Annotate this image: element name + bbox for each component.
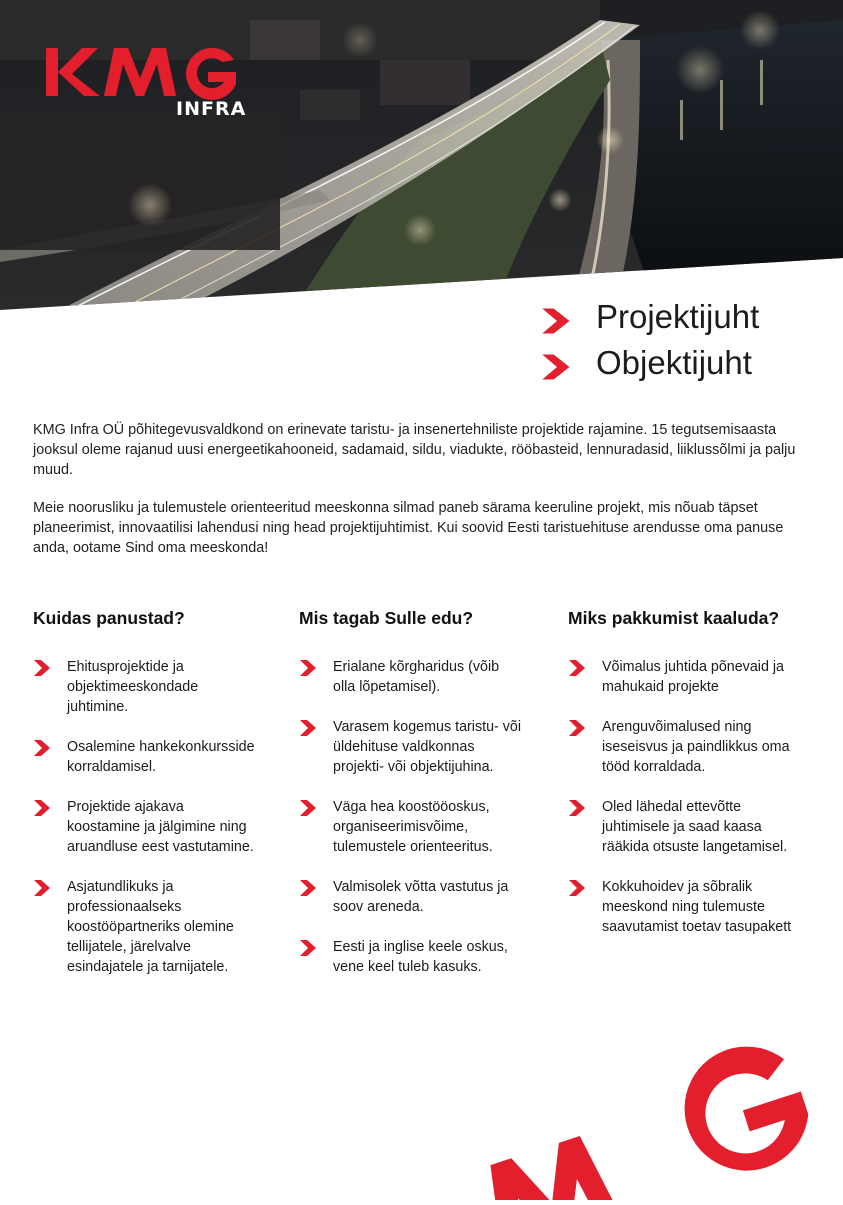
chevron-right-icon: [299, 879, 317, 897]
position-row: [540, 294, 759, 340]
chevron-right-icon: [540, 306, 574, 336]
kmg-watermark-icon: [0, 1000, 843, 1205]
chevron-right-icon: [299, 799, 317, 817]
list-item: [33, 877, 258, 977]
list-item: [568, 877, 808, 937]
list-item-text: Eesti ja inglise keele oskus, vene keel tuleb kasuks.: [333, 939, 508, 975]
column-heading: Mis tagab Sulle edu?: [299, 608, 474, 628]
chevron-right-icon: [568, 719, 586, 737]
chevron-right-icon: [568, 879, 586, 897]
list-item: [299, 797, 524, 857]
column-offer: [568, 608, 808, 957]
list-item-text: Valmisolek võtta vastutus ja soov areneda.: [333, 879, 509, 915]
list-item-text: Varasem kogemus taristu- või üldehituse valdkonnas projekti- või objektijuhina.: [333, 719, 522, 775]
column-heading: Kuidas panustad?: [33, 608, 185, 628]
kmg-logo-icon: [44, 40, 244, 100]
list-item: [33, 737, 258, 777]
list-item: [568, 717, 808, 777]
position-title: Objektijuht: [596, 344, 752, 381]
column-heading: Miks pakkumist kaaluda?: [568, 608, 780, 628]
chevron-right-icon: [540, 352, 574, 382]
chevron-right-icon: [299, 939, 317, 957]
list-item: [299, 657, 524, 697]
intro-paragraph: Meie noorusliku ja tulemustele orienteeritud meeskonna silmad paneb särama keeruline projekt, mis nõuab täpset planeerimist, innovaatilisi lahendusi ning head projektijuhtimist. Kui soovid Eesti taristuehituse arendusse oma panuse anda, ootame Sind oma meeskonda!: [33, 500, 784, 556]
chevron-right-icon: [33, 799, 51, 817]
logo-subtext: INFRA: [176, 98, 247, 120]
chevron-right-icon: [568, 659, 586, 677]
chevron-right-icon: [299, 659, 317, 677]
chevron-right-icon: [299, 719, 317, 737]
column-contribution: [33, 608, 258, 997]
position-row: [540, 340, 759, 386]
list-item-text: Arenguvõimalused ning iseseisvus ja paindlikkus oma tööd korraldada.: [602, 719, 790, 775]
intro-text: [33, 420, 813, 576]
intro-paragraph: KMG Infra OÜ põhitegevusvaldkond on erinevate taristu- ja insenertehniliste projektide rajamine. 15 tegutsemisaasta jooksul oleme rajanud uusi energeetikahooneid, sadamaid, sildu, viadukte, rööbasteid, lennuradasid, liiklussõlmi ja palju muud.: [33, 422, 796, 478]
chevron-right-icon: [568, 799, 586, 817]
list-item-text: Kokkuhoidev ja sõbralik meeskond ning tulemuste saavutamist toetav tasupakett: [602, 879, 792, 935]
chevron-right-icon: [33, 879, 51, 897]
list-item-text: Asjatundlikuks ja professionaalseks koostööpartneriks olemine tellijatele, järelvalve esindajatele ja tarnijatele.: [67, 879, 234, 975]
list-item: [568, 797, 808, 857]
list-item-text: Projektide ajakava koostamine ja jälgimine ning aruandluse eest vastutamine.: [67, 799, 254, 855]
position-title: Projektijuht: [596, 298, 760, 335]
list-item-text: Oled lähedal ettevõtte juhtimisele ja saad kaasa rääkida otsuste langetamisel.: [602, 799, 788, 855]
list-item: [33, 797, 258, 857]
list-item-text: Ehitusprojektide ja objektimeeskondade juhtimine.: [67, 659, 199, 715]
company-logo: [44, 40, 247, 130]
list-item-text: Väga hea koostööoskus, organiseerimisvõime, tulemustele orienteeritus.: [333, 799, 493, 855]
position-titles: [540, 294, 759, 386]
list-item: [568, 657, 808, 697]
list-item-text: Erialane kõrgharidus (võib olla lõpetamisel).: [333, 659, 500, 695]
chevron-right-icon: [33, 739, 51, 757]
list-item-text: Võimalus juhtida põnevaid ja mahukaid projekte: [602, 659, 785, 695]
list-item: [33, 657, 258, 717]
list-item: [299, 717, 524, 777]
chevron-right-icon: [33, 659, 51, 677]
list-item-text: Osalemine hankekonkursside korraldamisel.: [67, 739, 255, 775]
list-item: [299, 937, 524, 977]
list-item: [299, 877, 524, 917]
column-success: [299, 608, 524, 997]
